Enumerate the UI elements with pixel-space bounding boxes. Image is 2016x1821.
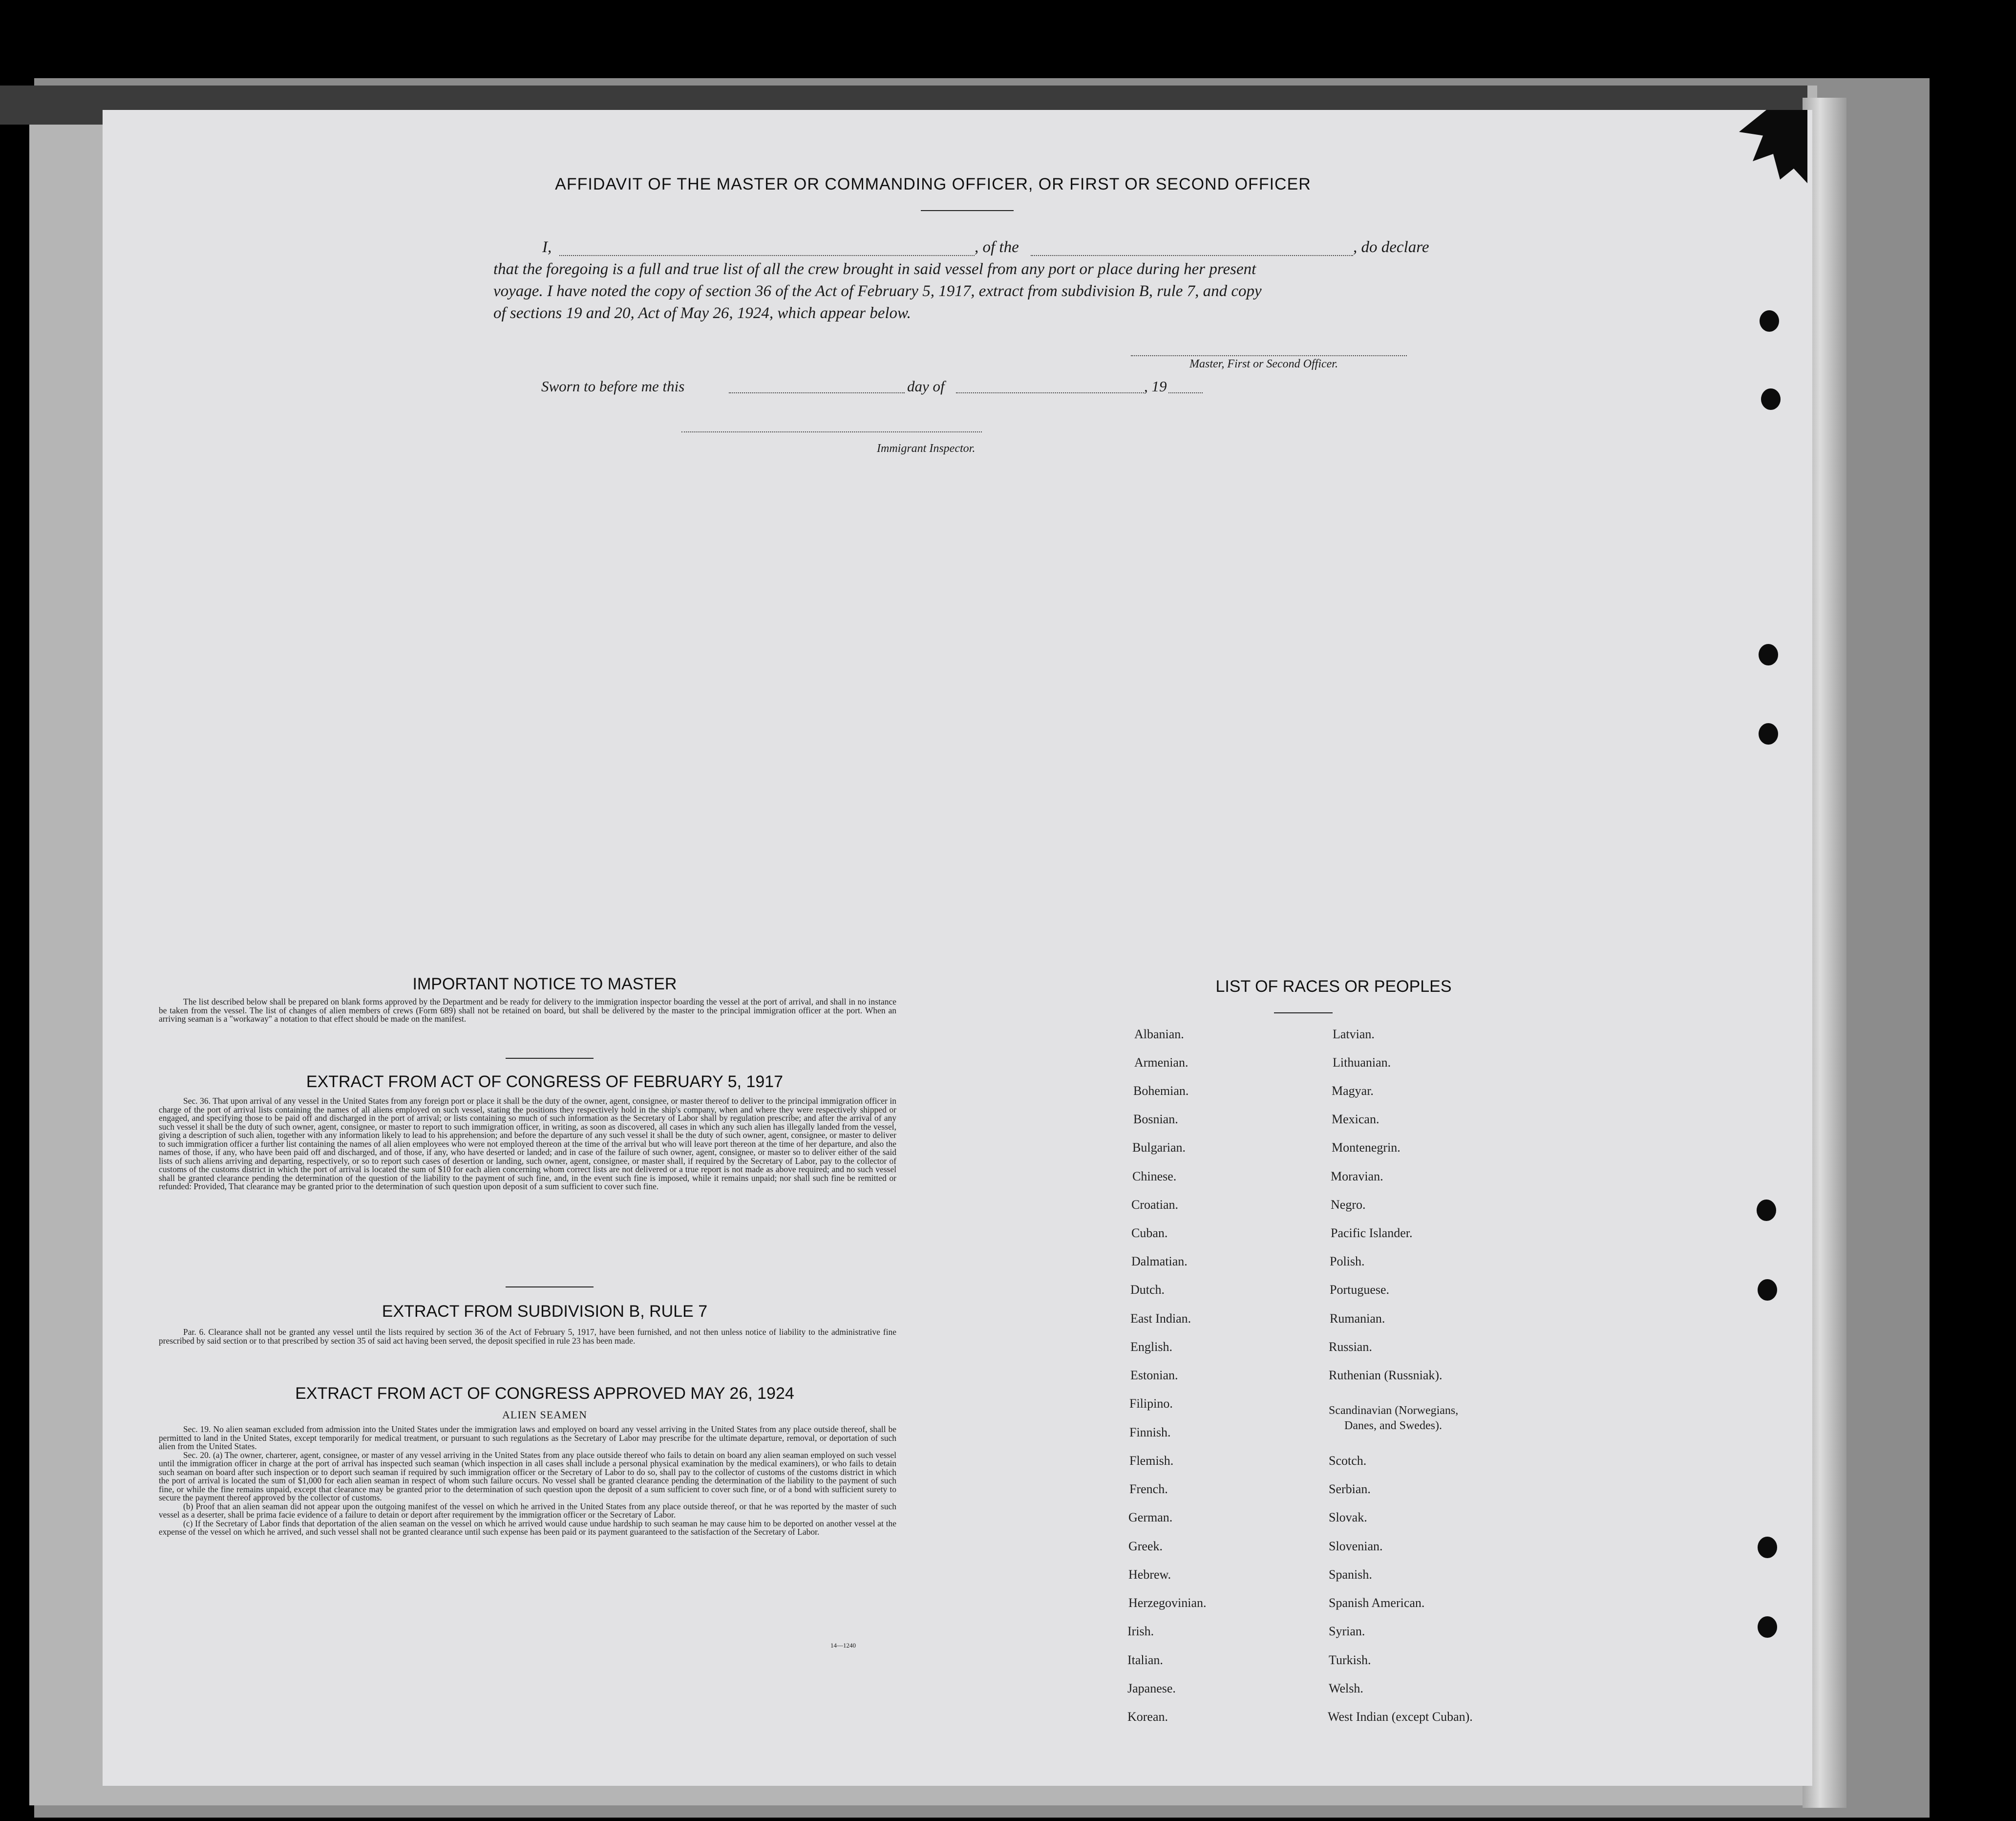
punch-hole (1758, 1616, 1777, 1638)
race-item: Rumanian. (1330, 1311, 1385, 1326)
affidavit-line-3: voyage. I have noted the copy of section 36 of the Act of February 5, 1917, extract from subdivision B, rule 7, and copy (493, 282, 1262, 300)
race-item: Slovak. (1329, 1510, 1367, 1524)
race-item: Montenegrin. (1332, 1140, 1401, 1155)
race-item: Bulgarian. (1132, 1140, 1186, 1155)
race-item: Spanish American. (1329, 1596, 1425, 1610)
race-item: East Indian. (1130, 1311, 1191, 1326)
affidavit-title: AFFIDAVIT OF THE MASTER OR COMMANDING OFFICER, OR FIRST OR SECOND OFFICER (555, 175, 1311, 193)
form-number: 14—1240 (830, 1642, 856, 1649)
extract-1924-body (159, 1425, 896, 1537)
sec-20a: Sec. 20. (a) The owner, charterer, agent, consignee, or master of any vessel arriving in the United States from any place outside thereof who fails to detain on board any alien seaman employed on such vessel until the immigration officer in charge at the port of arrival has inspected such seaman (which inspection in all cases shall include a personal physical examination by the medical examiners), or who fails to detain such seaman on board after such inspection or to deport such seaman if required by such immigration officer or the Secretary of Labor to do so, shall pay to the collector of customs of the customs district in which the port of arrival is located the sum of $1,000 for each alien seaman in respect of whom such failure occurs. No vessel shall be granted clearance pending the determination of the liability to the payment of such fine, or while the fine remains unpaid, except that clearance may be granted prior to the determination of such question upon the deposit of a sum sufficient to cover such fine, or of a bond with sufficient surety to secure the payment thereof approved by the collector of customs. (159, 1450, 896, 1502)
extract-1924-title: EXTRACT FROM ACT OF CONGRESS APPROVED MAY 26, 1924 (295, 1384, 794, 1403)
race-item: Moravian. (1331, 1169, 1383, 1183)
race-item: English. (1130, 1340, 1172, 1354)
race-item: Spanish. (1329, 1567, 1372, 1582)
punch-hole (1758, 1537, 1777, 1558)
affidavit-i: I, (542, 238, 552, 256)
race-item: French. (1129, 1482, 1168, 1496)
affidavit-declare: , do declare (1353, 238, 1429, 256)
sworn-year: , 19 (1144, 378, 1167, 395)
affidavit-line-4: of sections 19 and 20, Act of May 26, 1924, which appear below. (493, 304, 911, 322)
race-item: Herzegovinian. (1128, 1596, 1207, 1610)
title-divider (921, 210, 1014, 211)
divider (506, 1058, 594, 1059)
punch-hole (1759, 644, 1778, 665)
sworn-month-blank[interactable] (956, 392, 1144, 393)
race-item: Italian. (1127, 1653, 1163, 1667)
punch-hole (1757, 1200, 1776, 1221)
race-item: Welsh. (1329, 1681, 1363, 1695)
sec-20b: (b) Proof that an alien seaman did not appear upon the outgoing manifest of the vessel on which he arrived in the United States from any place outside thereof, or that he was reported by the master of such vessel as a deserter, shall be prima facie evidence of a failure to detain or deport after requirement by the immigration officer or the Secretary of Labor. (159, 1501, 896, 1520)
races-divider (1274, 1012, 1333, 1013)
notice-title: IMPORTANT NOTICE TO MASTER (412, 975, 677, 993)
extract-1917-body: Sec. 36. That upon arrival of any vessel in the United States from any foreign port or place it shall be the duty of the owner, agent, consignee, or master thereof to deliver to the principal immigration officer in charge of the port of arrival lists containing the names of all aliens employed on such vessel, stating the positions they respectively hold in the ship's company, when and where they were respectively shipped or engaged, and specifying those to be paid off and discharged in the port of arrival; or lists containing so much of such information as the Secretary of Labor shall by regulation prescribe; and after the arrival of any such vessel it shall be the duty of such owner, agent, consignee, or master to report to such immigration officer, in writing, as soon as discovered, all cases in which any such alien has illegally landed from the vessel, giving a description of such alien, together with any information likely to lead to his apprehension; and before the departure of any such vessel it shall be the duty of such owner, agent, consignee, or master to deliver to such immigration officer a further list containing the names of all alien employees who were not employed thereon at the time of the arrival but who will leave port thereon at the time of her departure, and also the names of those, if any, who have been paid off and discharged, and of those, if any, who have deserted or landed; and in case of the failure of such owner, agent, consignee, or master so to deliver either of the said lists of such aliens arriving and departing, respectively, or so to report such cases of desertion or landing, such owner, agent, consignee, or master shall, if required by the Secretary of Labor, pay to the collector of customs of the customs district in which the port of arrival is located the sum of $10 for each alien concerning whom correct lists are not delivered or a true report is not made as above required; and no such vessel shall be granted clearance pending the determination of the question of the liability to the payment of such fine, and, in the event such fine is imposed, while it remains unpaid; nor shall such fine be remitted or refunded: Provided, That clearance may be granted prior to the determination of such question upon deposit of a sum sufficient to cover such fine. (159, 1096, 896, 1191)
punch-hole (1760, 310, 1779, 332)
affidavit-line-2: that the foregoing is a full and true list of all the crew brought in said vessel from any port or place during her present (493, 260, 1256, 278)
race-item: Pacific Islander. (1331, 1226, 1413, 1240)
punch-hole (1761, 388, 1781, 410)
sworn-year-blank[interactable] (1168, 392, 1203, 393)
race-item: Bosnian. (1133, 1112, 1178, 1126)
race-item: Danes, and Swedes). (1344, 1419, 1442, 1432)
race-item: Turkish. (1329, 1653, 1371, 1667)
race-item: Irish. (1127, 1624, 1154, 1638)
race-item: Portuguese. (1330, 1283, 1390, 1297)
subdivision-b-body: Par. 6. Clearance shall not be granted any vessel until the lists required by section 36 of the Act of February 5, 1917, have been furnished, and not then unless notice of liability to the administrative fine prescribed by said section or to that prescribed by section 35 of said act having been served, the deposit specified in rule 23 has been made. (159, 1327, 896, 1346)
race-item: Serbian. (1329, 1482, 1371, 1496)
race-item: Scotch. (1329, 1454, 1367, 1468)
race-item: Latvian. (1333, 1027, 1375, 1041)
race-item: Hebrew. (1128, 1567, 1171, 1582)
race-item: Croatian. (1131, 1198, 1179, 1212)
name-blank[interactable] (559, 255, 975, 256)
notice-body: The list described below shall be prepared on blank forms approved by the Department and be ready for delivery to the immigration inspector boarding the vessel at the port of arrival, and shall in no instance be taken from the vessel. The list of changes of alien members of crews (Form 689) shall not be retained on board, but shall be delivered by the master to the principal immigration officer at the port. When an arriving seaman is a "workaway" a notation to that effect should be made on the manifest. (159, 997, 896, 1024)
race-item: German. (1128, 1510, 1173, 1524)
race-item: Syrian. (1329, 1624, 1365, 1638)
divider (506, 1286, 594, 1287)
race-item: Cuban. (1131, 1226, 1168, 1240)
race-item: Japanese. (1127, 1681, 1176, 1695)
race-item: Negro. (1331, 1198, 1366, 1212)
race-item: Armenian. (1134, 1055, 1188, 1070)
master-signature-label: Master, First or Second Officer. (1189, 358, 1338, 370)
race-item: Chinese. (1132, 1169, 1177, 1183)
race-item: Ruthenian (Russniak). (1329, 1368, 1443, 1382)
race-item: Polish. (1330, 1254, 1365, 1268)
race-item: Magyar. (1332, 1084, 1374, 1098)
sec-20c: (c) If the Secretary of Labor finds that deportation of the alien seaman on the vessel on which he arrived would cause undue hardship to such seaman he may cause him to be deported on another vessel at the expense of the vessel on which he arrived, and such vessel shall not be granted clearance until such expense has been paid or its payment guaranteed to the satisfaction of the Secretary of Labor. (159, 1518, 896, 1537)
race-item: Flemish. (1129, 1454, 1174, 1468)
vessel-blank[interactable] (1031, 255, 1353, 256)
race-item: Albanian. (1134, 1027, 1184, 1041)
punch-hole (1758, 1279, 1777, 1301)
sworn-prefix: Sworn to before me this (541, 378, 685, 395)
sec-19: Sec. 19. No alien seaman excluded from admission into the United States under the immigration laws and employed on board any vessel arriving in the United States from any place outside thereof, shall be permitted to land in the United States, except temporarily for medical treatment, or pursuant to such regulations as the Secretary of Labor may prescribe for the ultimate departure, removal, or deportation of such alien from the United States. (159, 1424, 896, 1451)
sworn-day-of: day of (907, 378, 945, 395)
race-item: Dalmatian. (1131, 1254, 1188, 1268)
subdivision-b-title: EXTRACT FROM SUBDIVISION B, RULE 7 (382, 1302, 708, 1321)
race-item: Finnish. (1129, 1425, 1171, 1439)
race-item: Estonian. (1130, 1368, 1178, 1382)
punch-hole (1759, 723, 1778, 745)
race-item: Bohemian. (1133, 1084, 1189, 1098)
race-item: Mexican. (1332, 1112, 1379, 1126)
race-item: Dutch. (1130, 1283, 1165, 1297)
race-item: Scandinavian (Norwegians, (1329, 1404, 1459, 1417)
race-item: Lithuanian. (1333, 1055, 1391, 1070)
race-item: Slovenian. (1329, 1539, 1383, 1553)
alien-seamen-subtitle: ALIEN SEAMEN (502, 1409, 587, 1421)
extract-1917-title: EXTRACT FROM ACT OF CONGRESS OF FEBRUARY 5, 1917 (306, 1072, 784, 1091)
race-item: Greek. (1128, 1539, 1163, 1553)
affidavit-of-the: , of the (975, 238, 1019, 256)
master-signature-blank[interactable] (1131, 355, 1407, 356)
sworn-day-blank[interactable] (729, 392, 905, 393)
race-item: Korean. (1127, 1710, 1168, 1724)
races-title: LIST OF RACES OR PEOPLES (1215, 977, 1452, 996)
race-item: Russian. (1329, 1340, 1372, 1354)
race-item: Filipino. (1129, 1396, 1173, 1411)
inspector-signature-label: Immigrant Inspector. (877, 442, 976, 455)
inspector-signature-blank[interactable] (681, 431, 982, 432)
race-item: West Indian (except Cuban). (1328, 1710, 1473, 1724)
